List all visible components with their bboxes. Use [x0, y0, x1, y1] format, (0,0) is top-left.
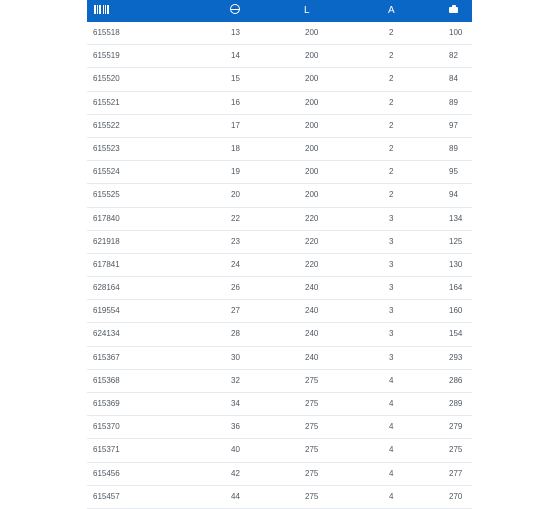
table-row[interactable]	[87, 68, 472, 91]
length-cell: 275	[305, 375, 319, 385]
length-cell: 275	[305, 422, 319, 432]
article-number-cell: 615524	[93, 167, 120, 177]
weight-cell: 134	[449, 213, 463, 223]
a-cell: 3	[389, 236, 394, 246]
a-cell: 2	[389, 143, 394, 153]
header-length[interactable]: L	[304, 5, 310, 16]
a-cell: 2	[389, 120, 394, 130]
table-row[interactable]	[87, 463, 472, 486]
diameter-cell: 23	[231, 236, 240, 246]
weight-cell: 97	[449, 120, 458, 130]
weight-cell: 84	[449, 74, 458, 84]
length-cell: 200	[305, 143, 319, 153]
table-row[interactable]	[87, 277, 472, 300]
table-row[interactable]	[87, 22, 472, 45]
table-row[interactable]	[87, 416, 472, 439]
a-cell: 3	[389, 352, 394, 362]
length-cell: 200	[305, 28, 319, 37]
article-number-cell: 615519	[93, 51, 120, 61]
table-row[interactable]	[87, 208, 472, 231]
length-cell: 200	[305, 97, 319, 107]
length-cell: 240	[305, 352, 319, 362]
weight-cell: 89	[449, 97, 458, 107]
diameter-cell: 36	[231, 422, 240, 432]
length-cell: 275	[305, 445, 319, 455]
diameter-cell: 19	[231, 167, 240, 177]
a-cell: 2	[389, 167, 394, 177]
article-number-cell: 624134	[93, 329, 120, 339]
a-cell: 4	[389, 468, 394, 478]
table-row[interactable]	[87, 254, 472, 277]
table-row[interactable]	[87, 92, 472, 115]
diameter-cell: 18	[231, 143, 240, 153]
a-cell: 3	[389, 329, 394, 339]
weight-icon	[449, 5, 458, 13]
table-row[interactable]	[87, 486, 472, 509]
article-number-cell: 621918	[93, 236, 120, 246]
length-cell: 275	[305, 399, 319, 408]
article-number-cell: 615371	[93, 445, 120, 455]
weight-cell: 82	[449, 51, 458, 61]
length-cell: 200	[305, 120, 319, 130]
header-weight[interactable]	[449, 0, 458, 22]
article-number-cell: 619554	[93, 306, 120, 316]
a-cell: 2	[389, 51, 394, 61]
diameter-cell: 15	[231, 74, 240, 84]
diameter-icon	[230, 4, 240, 14]
length-cell: 220	[305, 236, 319, 246]
table-row[interactable]	[87, 347, 472, 370]
diameter-cell: 17	[231, 120, 240, 130]
length-cell: 240	[305, 283, 319, 293]
article-number-cell: 615523	[93, 143, 120, 153]
weight-cell: 160	[449, 306, 463, 316]
weight-cell: 279	[449, 422, 463, 432]
article-number-cell: 615518	[93, 28, 120, 37]
diameter-cell: 14	[231, 51, 240, 61]
weight-cell: 100	[449, 28, 463, 37]
table-row[interactable]	[87, 161, 472, 184]
table-row[interactable]	[87, 393, 472, 416]
length-cell: 200	[305, 74, 319, 84]
a-cell: 2	[389, 28, 394, 37]
article-number-cell: 615520	[93, 74, 120, 84]
header-article-number[interactable]	[94, 0, 109, 22]
weight-cell: 277	[449, 468, 463, 478]
a-cell: 4	[389, 399, 394, 408]
weight-cell: 293	[449, 352, 463, 362]
article-number-cell: 628164	[93, 283, 120, 293]
weight-cell: 164	[449, 283, 463, 293]
article-number-cell: 615457	[93, 491, 120, 501]
diameter-cell: 30	[231, 352, 240, 362]
diameter-cell: 44	[231, 491, 240, 501]
article-number-cell: 617840	[93, 213, 120, 223]
diameter-cell: 27	[231, 306, 240, 316]
header-a[interactable]: A	[388, 5, 395, 16]
weight-cell: 275	[449, 445, 463, 455]
table-body	[87, 22, 472, 509]
article-number-cell: 615456	[93, 468, 120, 478]
weight-cell: 289	[449, 399, 463, 408]
barcode-icon	[94, 5, 109, 14]
table-row[interactable]	[87, 138, 472, 161]
article-number-cell: 617841	[93, 259, 120, 269]
length-cell: 200	[305, 167, 319, 177]
a-cell: 4	[389, 445, 394, 455]
length-cell: 275	[305, 491, 319, 501]
a-cell: 3	[389, 283, 394, 293]
diameter-cell: 13	[231, 28, 240, 37]
article-number-cell: 615521	[93, 97, 120, 107]
article-number-cell: 615522	[93, 120, 120, 130]
a-cell: 2	[389, 97, 394, 107]
a-cell: 2	[389, 74, 394, 84]
product-table	[87, 0, 472, 509]
length-cell: 240	[305, 329, 319, 339]
diameter-cell: 32	[231, 375, 240, 385]
weight-cell: 125	[449, 236, 463, 246]
diameter-cell: 40	[231, 445, 240, 455]
table-row[interactable]	[87, 370, 472, 393]
table-row[interactable]	[87, 115, 472, 138]
length-cell: 275	[305, 468, 319, 478]
article-number-cell: 615368	[93, 375, 120, 385]
length-cell: 200	[305, 51, 319, 61]
a-cell: 3	[389, 306, 394, 316]
length-cell: 220	[305, 213, 319, 223]
diameter-cell: 34	[231, 399, 240, 408]
weight-cell: 95	[449, 167, 458, 177]
table-row[interactable]	[87, 45, 472, 68]
table-header	[87, 0, 472, 22]
article-number-cell: 615367	[93, 352, 120, 362]
header-diameter[interactable]	[230, 0, 240, 22]
weight-cell: 89	[449, 143, 458, 153]
article-number-cell: 615369	[93, 399, 120, 408]
a-cell: 4	[389, 422, 394, 432]
table-row[interactable]	[87, 184, 472, 207]
diameter-cell: 28	[231, 329, 240, 339]
weight-cell: 154	[449, 329, 463, 339]
a-cell: 2	[389, 190, 394, 200]
table-row[interactable]	[87, 323, 472, 346]
diameter-cell: 24	[231, 259, 240, 269]
weight-cell: 130	[449, 259, 463, 269]
length-cell: 200	[305, 190, 319, 200]
length-cell: 240	[305, 306, 319, 316]
table-row[interactable]	[87, 439, 472, 462]
diameter-cell: 26	[231, 283, 240, 293]
article-number-cell: 615370	[93, 422, 120, 432]
table-row[interactable]	[87, 300, 472, 323]
weight-cell: 94	[449, 190, 458, 200]
diameter-cell: 22	[231, 213, 240, 223]
a-cell: 3	[389, 213, 394, 223]
diameter-cell: 42	[231, 468, 240, 478]
diameter-cell: 20	[231, 190, 240, 200]
diameter-cell: 16	[231, 97, 240, 107]
weight-cell: 286	[449, 375, 463, 385]
a-cell: 4	[389, 491, 394, 501]
article-number-cell: 615525	[93, 190, 120, 200]
a-cell: 3	[389, 259, 394, 269]
a-cell: 4	[389, 375, 394, 385]
weight-cell: 270	[449, 491, 463, 501]
length-cell: 220	[305, 259, 319, 269]
table-row[interactable]	[87, 231, 472, 254]
